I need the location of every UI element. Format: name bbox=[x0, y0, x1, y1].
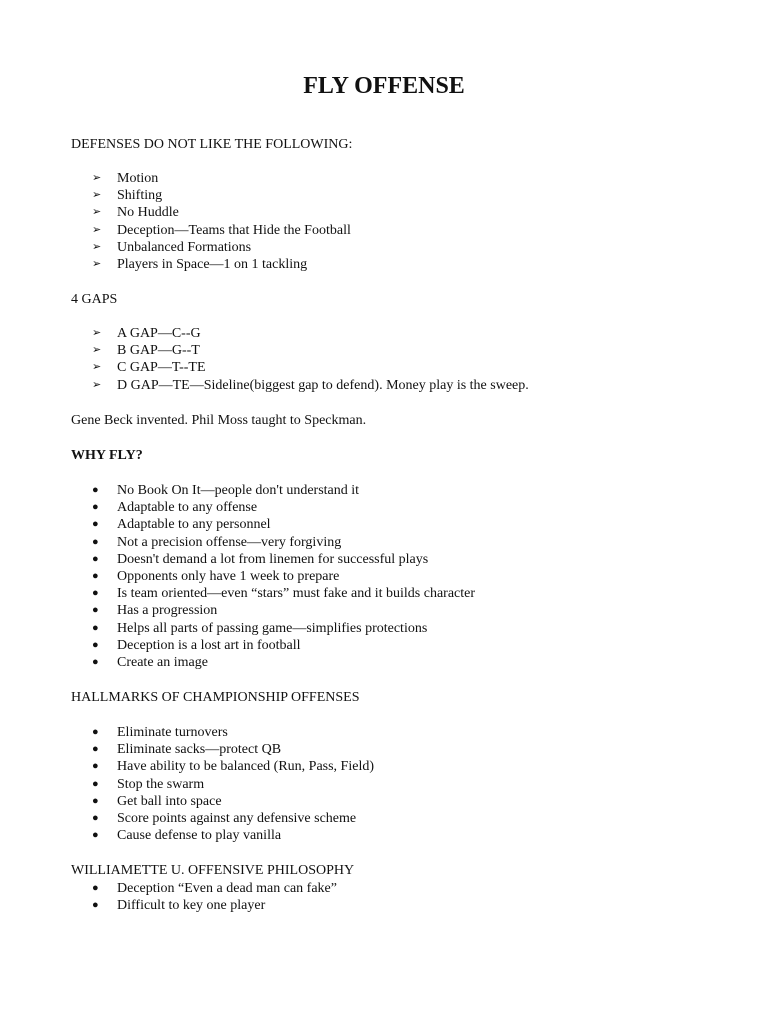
list-item: ● Eliminate sacks—protect QB bbox=[92, 742, 282, 758]
bullet-dot-icon: ● bbox=[92, 535, 99, 548]
list-item: ➢ Deception—Teams that Hide the Football bbox=[92, 222, 351, 238]
defenses-list bbox=[92, 170, 351, 273]
arrowhead-bullet-icon: ➢ bbox=[92, 344, 102, 357]
arrowhead-bullet-icon: ➢ bbox=[92, 240, 102, 253]
bullet-dot-icon: ● bbox=[92, 587, 99, 600]
list-item: ➢ Shifting bbox=[92, 188, 163, 204]
bullet-dot-icon: ● bbox=[92, 655, 99, 668]
bullet-dot-icon: ● bbox=[92, 484, 99, 496]
why-fly-list bbox=[92, 482, 475, 671]
bullet-dot-icon: ● bbox=[92, 829, 99, 842]
list-item: ● Adaptable to any offense bbox=[92, 500, 258, 516]
bullet-dot-icon: ● bbox=[92, 552, 99, 565]
bullet-dot-icon: ● bbox=[92, 621, 99, 634]
arrowhead-bullet-icon: ➢ bbox=[92, 327, 102, 339]
why-fly-heading: WHY FLY? bbox=[71, 448, 143, 463]
list-item: ● Adaptable to any personnel bbox=[92, 517, 271, 533]
list-item: ➢ C GAP—T--TE bbox=[92, 360, 206, 376]
list-item: ● Doesn't demand a lot from linemen for successful plays bbox=[92, 551, 429, 567]
list-item: ➢ A GAP—C--G bbox=[92, 326, 201, 341]
arrowhead-bullet-icon: ➢ bbox=[92, 172, 102, 184]
bullet-dot-icon: ● bbox=[92, 604, 99, 617]
bullet-dot-icon: ● bbox=[92, 501, 99, 514]
list-item: ● Not a precision offense—very forgiving bbox=[92, 534, 342, 550]
arrowhead-bullet-icon: ➢ bbox=[92, 223, 102, 236]
list-item: ● Is team oriented—even “stars” must fake and it builds character bbox=[92, 586, 476, 602]
list-item: ➢ D GAP—TE—Sideline(biggest gap to defend). Money play is the sweep. bbox=[92, 377, 529, 393]
list-item: ● Create an image bbox=[92, 654, 208, 670]
defenses-heading: DEFENSES DO NOT LIKE THE FOLLOWING: bbox=[71, 137, 353, 152]
list-item: ● Deception is a lost art in football bbox=[92, 637, 301, 653]
list-item: ● Eliminate turnovers bbox=[92, 725, 228, 740]
list-item: ➢ Players in Space—1 on 1 tackling bbox=[92, 256, 308, 272]
list-item: ● Difficult to key one player bbox=[92, 898, 266, 914]
list-item: ● Helps all parts of passing game—simplifies protections bbox=[92, 620, 428, 636]
bullet-dot-icon: ● bbox=[92, 882, 99, 894]
arrowhead-bullet-icon: ➢ bbox=[92, 378, 102, 391]
list-item: ➢ Motion bbox=[92, 171, 159, 186]
list-item: ● Score points against any defensive scheme bbox=[92, 810, 357, 826]
arrowhead-bullet-icon: ➢ bbox=[92, 361, 102, 374]
page-title: FLY OFFENSE bbox=[303, 73, 465, 99]
bullet-dot-icon: ● bbox=[92, 794, 99, 807]
list-item: ● Opponents only have 1 week to prepare bbox=[92, 568, 340, 584]
arrowhead-bullet-icon: ➢ bbox=[92, 206, 102, 219]
list-item: ● Cause defense to play vanilla bbox=[92, 828, 282, 844]
bullet-dot-icon: ● bbox=[92, 743, 99, 756]
arrowhead-bullet-icon: ➢ bbox=[92, 257, 102, 270]
bullet-dot-icon: ● bbox=[92, 777, 99, 790]
list-item: ● Deception “Even a dead man can fake” bbox=[92, 881, 337, 896]
list-item: ● No Book On It—people don't understand it bbox=[92, 483, 360, 498]
gaps-heading: 4 GAPS bbox=[71, 292, 118, 307]
bullet-dot-icon: ● bbox=[92, 811, 99, 824]
gaps-list bbox=[92, 325, 529, 394]
bullet-dot-icon: ● bbox=[92, 638, 99, 651]
arrowhead-bullet-icon: ➢ bbox=[92, 189, 102, 202]
list-item: ➢ Unbalanced Formations bbox=[92, 239, 252, 255]
bullet-dot-icon: ● bbox=[92, 899, 99, 912]
hallmarks-list bbox=[92, 724, 374, 844]
bullet-dot-icon: ● bbox=[92, 726, 99, 738]
bullet-dot-icon: ● bbox=[92, 569, 99, 582]
origin-note: Gene Beck invented. Phil Moss taught to Speckman. bbox=[71, 413, 367, 428]
list-item: ➢ B GAP—G--T bbox=[92, 343, 200, 359]
philosophy-heading: WILLIAMETTE U. OFFENSIVE PHILOSOPHY bbox=[71, 863, 355, 878]
list-item: ● Get ball into space bbox=[92, 793, 222, 809]
list-item: ● Have ability to be balanced (Run, Pass, Field) bbox=[92, 759, 374, 775]
hallmarks-heading: HALLMARKS OF CHAMPIONSHIP OFFENSES bbox=[71, 690, 360, 705]
bullet-dot-icon: ● bbox=[92, 518, 99, 531]
list-item: ● Stop the swarm bbox=[92, 776, 205, 792]
list-item: ➢ No Huddle bbox=[92, 205, 179, 221]
bullet-dot-icon: ● bbox=[92, 760, 99, 773]
list-item: ● Has a progression bbox=[92, 603, 218, 619]
philosophy-list bbox=[92, 880, 337, 914]
